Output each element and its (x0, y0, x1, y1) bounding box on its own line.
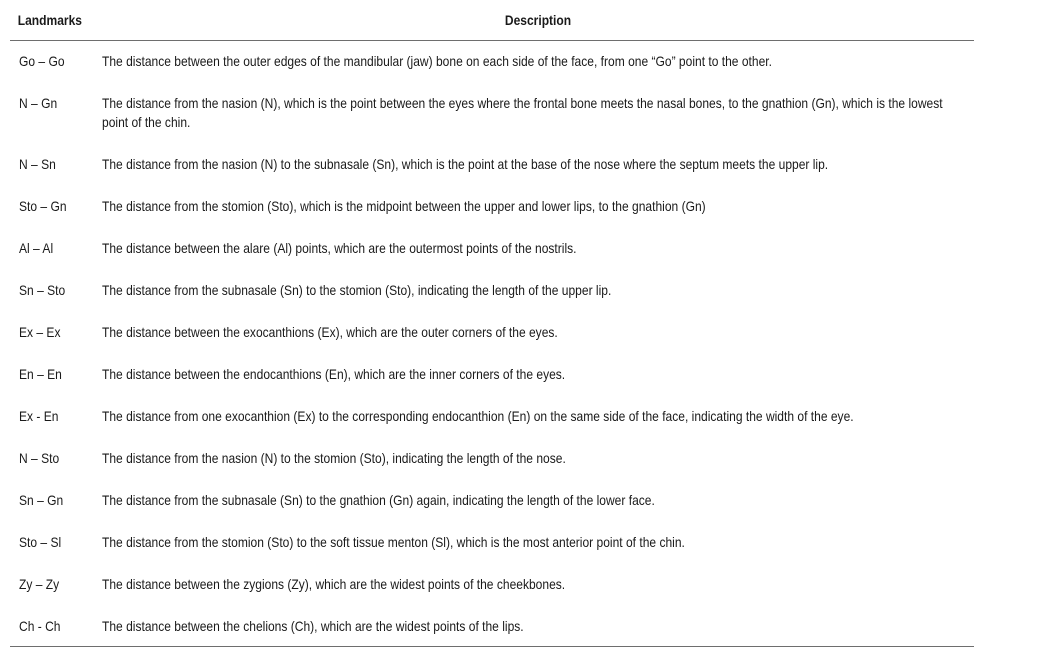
description-text: The distance from the nasion (N) to the subnasale (Sn), which is the point at the base of the nose where the septum meets the upper lip. (102, 156, 829, 172)
description-cell (102, 354, 974, 396)
header-landmarks: Landmarks (10, 0, 89, 41)
description-cell (102, 564, 974, 606)
landmark-text: Al – Al (19, 240, 54, 256)
description-text: The distance between the chelions (Ch), which are the widest points of the lips. (102, 618, 524, 634)
description-text: The distance from the nasion (N), which is the point between the eyes where the frontal bone meets the nasal bones, to the gnathion (Gn), which is the lowest point of the chin. (102, 95, 943, 130)
landmark-text: Ex – Ex (19, 324, 61, 340)
description-cell (102, 312, 974, 354)
table-row (10, 41, 974, 84)
table-row (10, 396, 974, 438)
description-text: The distance from the subnasale (Sn) to the gnathion (Gn) again, indicating the length of the lower face. (102, 492, 655, 508)
landmark-cell (10, 354, 102, 396)
landmarks-table (10, 0, 974, 647)
table-row (10, 186, 974, 228)
description-text: The distance between the endocanthions (En), which are the inner corners of the eyes. (102, 366, 566, 382)
landmarks-table-container (10, 0, 974, 647)
landmark-cell (10, 228, 102, 270)
landmark-cell (10, 480, 102, 522)
description-text: The distance from one exocanthion (Ex) to the corresponding endocanthion (En) on the same side of the face, indicating the width of the eye. (102, 408, 854, 424)
description-text: The distance between the alare (Al) points, which are the outermost points of the nostrils. (102, 240, 577, 256)
table-row (10, 144, 974, 186)
description-cell (102, 270, 974, 312)
description-cell (102, 396, 974, 438)
description-cell (102, 83, 974, 144)
landmark-cell (10, 564, 102, 606)
landmark-cell (10, 41, 102, 84)
landmark-text: Ex - En (19, 408, 59, 424)
landmark-text: Sto – Sl (19, 534, 62, 550)
landmark-cell (10, 438, 102, 480)
table-header (10, 0, 974, 41)
description-cell (102, 438, 974, 480)
landmark-text: N – Sn (19, 156, 56, 172)
description-cell (102, 606, 974, 647)
description-cell (102, 522, 974, 564)
landmark-cell (10, 606, 102, 647)
description-text: The distance between the exocanthions (Ex), which are the outer corners of the eyes. (102, 324, 558, 340)
table-row (10, 270, 974, 312)
table-row (10, 312, 974, 354)
table-row (10, 606, 974, 647)
table-row (10, 228, 974, 270)
landmark-text: Ch - Ch (19, 618, 61, 634)
landmark-cell (10, 312, 102, 354)
description-text: The distance between the outer edges of the mandibular (jaw) bone on each side of the face, from one “Go” point to the other. (102, 53, 772, 69)
landmark-cell (10, 396, 102, 438)
landmark-text: Sn – Gn (19, 492, 64, 508)
landmark-text: N – Gn (19, 95, 58, 111)
description-text: The distance from the stomion (Sto) to the soft tissue menton (Sl), which is the most anterior point of the chin. (102, 534, 685, 550)
table-row (10, 564, 974, 606)
landmark-cell (10, 270, 102, 312)
landmark-cell (10, 83, 102, 144)
landmark-cell (10, 144, 102, 186)
table-row (10, 522, 974, 564)
description-cell (102, 144, 974, 186)
landmark-text: Sn – Sto (19, 282, 66, 298)
landmark-cell (10, 522, 102, 564)
table-row (10, 83, 974, 144)
table-body (10, 41, 974, 647)
landmark-text: Go – Go (19, 53, 65, 69)
landmark-cell (10, 186, 102, 228)
table-row (10, 480, 974, 522)
description-cell (102, 186, 974, 228)
description-cell (102, 41, 974, 84)
table-row (10, 438, 974, 480)
description-text: The distance between the zygions (Zy), which are the widest points of the cheekbones. (102, 576, 566, 592)
table-row (10, 354, 974, 396)
description-cell (102, 480, 974, 522)
landmark-text: N – Sto (19, 450, 60, 466)
description-cell (102, 228, 974, 270)
landmark-text: Sto – Gn (19, 198, 67, 214)
description-text: The distance from the stomion (Sto), which is the midpoint between the upper and lower lips, to the gnathion (Gn) (102, 198, 706, 214)
landmark-text: En – En (19, 366, 62, 382)
header-row (10, 0, 974, 41)
description-text: The distance from the subnasale (Sn) to the stomion (Sto), indicating the length of the upper lip. (102, 282, 612, 298)
header-description: Description (163, 0, 913, 41)
landmark-text: Zy – Zy (19, 576, 60, 592)
description-text: The distance from the nasion (N) to the stomion (Sto), indicating the length of the nose. (102, 450, 566, 466)
